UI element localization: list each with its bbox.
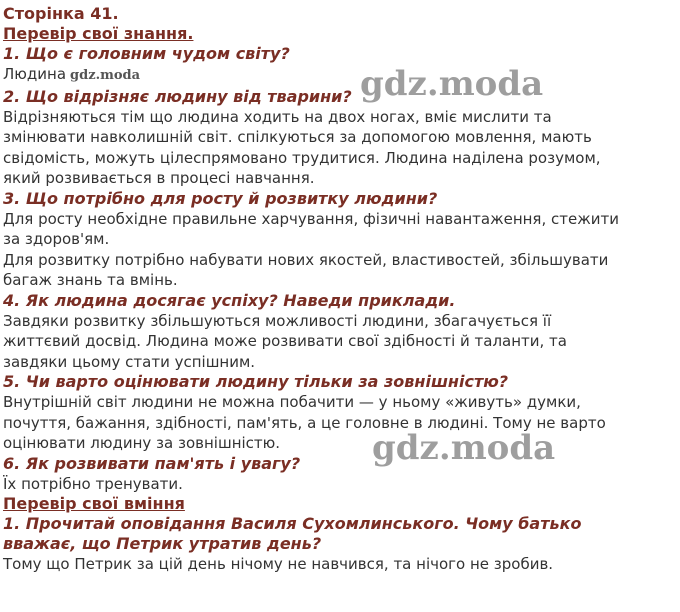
page-header: Сторінка 41. (3, 4, 119, 23)
section-title: Перевір свої вміння (3, 494, 185, 513)
question-block-1 (3, 44, 677, 87)
watermark: gdz.moda (372, 428, 556, 468)
watermark: gdz.moda (360, 64, 544, 104)
answer-line: за здоров'ям. (3, 230, 110, 248)
skill-question-block-1 (3, 514, 677, 575)
answer-text (3, 474, 677, 495)
answer-line: Завдяки розвитку збільшуються можливості людини, збагачується її (3, 311, 552, 330)
question-block-2 (3, 87, 677, 189)
inline-watermark: gdz.moda (70, 68, 141, 83)
question-text: 1. Що є головним чудом світу? (3, 44, 290, 63)
question-text: 3. Що потрібно для росту й розвитку людини? (3, 188, 438, 208)
question-text: 5. Чи варто оцінювати людину тільки за зовнішністю? (3, 372, 509, 391)
question-block-5 (3, 372, 677, 454)
question-text-continued: вважає, що Петрик утратив день? (3, 534, 322, 553)
answer-line: Тому що Петрик за цій день нічому не навчився, та нічого не зробив. (3, 555, 554, 573)
section-title: Перевір свої знання. (3, 24, 194, 43)
answer-text (3, 392, 677, 454)
question-block-3 (3, 189, 677, 291)
question-text: 1. Прочитай оповідання Василя Сухомлинського. Чому батько (3, 514, 582, 533)
answer-text (3, 209, 677, 291)
answer-line: Відрізняються тім що людина ходить на двох ногах, вміє мислити та (3, 107, 552, 126)
answer-line: почуття, бажання, здібності, пам'ять, а це головне в людині. Тому не варто (3, 413, 606, 432)
answer-text (3, 64, 677, 87)
question-text: 6. Як розвивати пам'ять і увагу? (3, 453, 301, 473)
document-page (3, 4, 677, 575)
answer-line: оцінювати людину за зовнішністю. (3, 434, 281, 452)
answer-line: завдяки цьому стати успішним. (3, 352, 256, 371)
section-check-knowledge (3, 24, 677, 494)
answer-line: багаж знань та вмінь. (3, 271, 178, 289)
section-check-skills (3, 494, 677, 575)
question-text: 4. Як людина досягає успіху? Наведи приклади. (3, 290, 456, 310)
answer-line: Для розвитку потрібно набувати нових якостей, властивостей, збільшувати (3, 250, 609, 269)
answer-line: свідомість, можуть цілеспрямовано трудитися. Людина наділена розумом, (3, 148, 601, 167)
answer-line: життєвий досвід. Людина може розвивати свої здібності й таланти, та (3, 332, 567, 350)
answer-text (3, 311, 677, 373)
answer-text (3, 554, 677, 575)
answer-line: який розвивається в процесі навчання. (3, 169, 315, 187)
answer-line: Для росту необхідне правильне харчування, фізичні навантаження, стежити (3, 209, 619, 228)
answer-line: Людина (3, 65, 67, 83)
question-text: 2. Що відрізняє людину від тварини? (3, 86, 352, 106)
answer-line: Внутрішній світ людини не можна побачити — у ньому «живуть» думки, (3, 393, 581, 411)
answer-line: Їх потрібно тренувати. (3, 474, 183, 493)
question-block-4 (3, 291, 677, 373)
question-block-6 (3, 454, 677, 495)
answer-text (3, 107, 677, 189)
answer-line: змінювати навколишній світ. спілкуються за допомогою мовлення, мають (3, 128, 592, 146)
